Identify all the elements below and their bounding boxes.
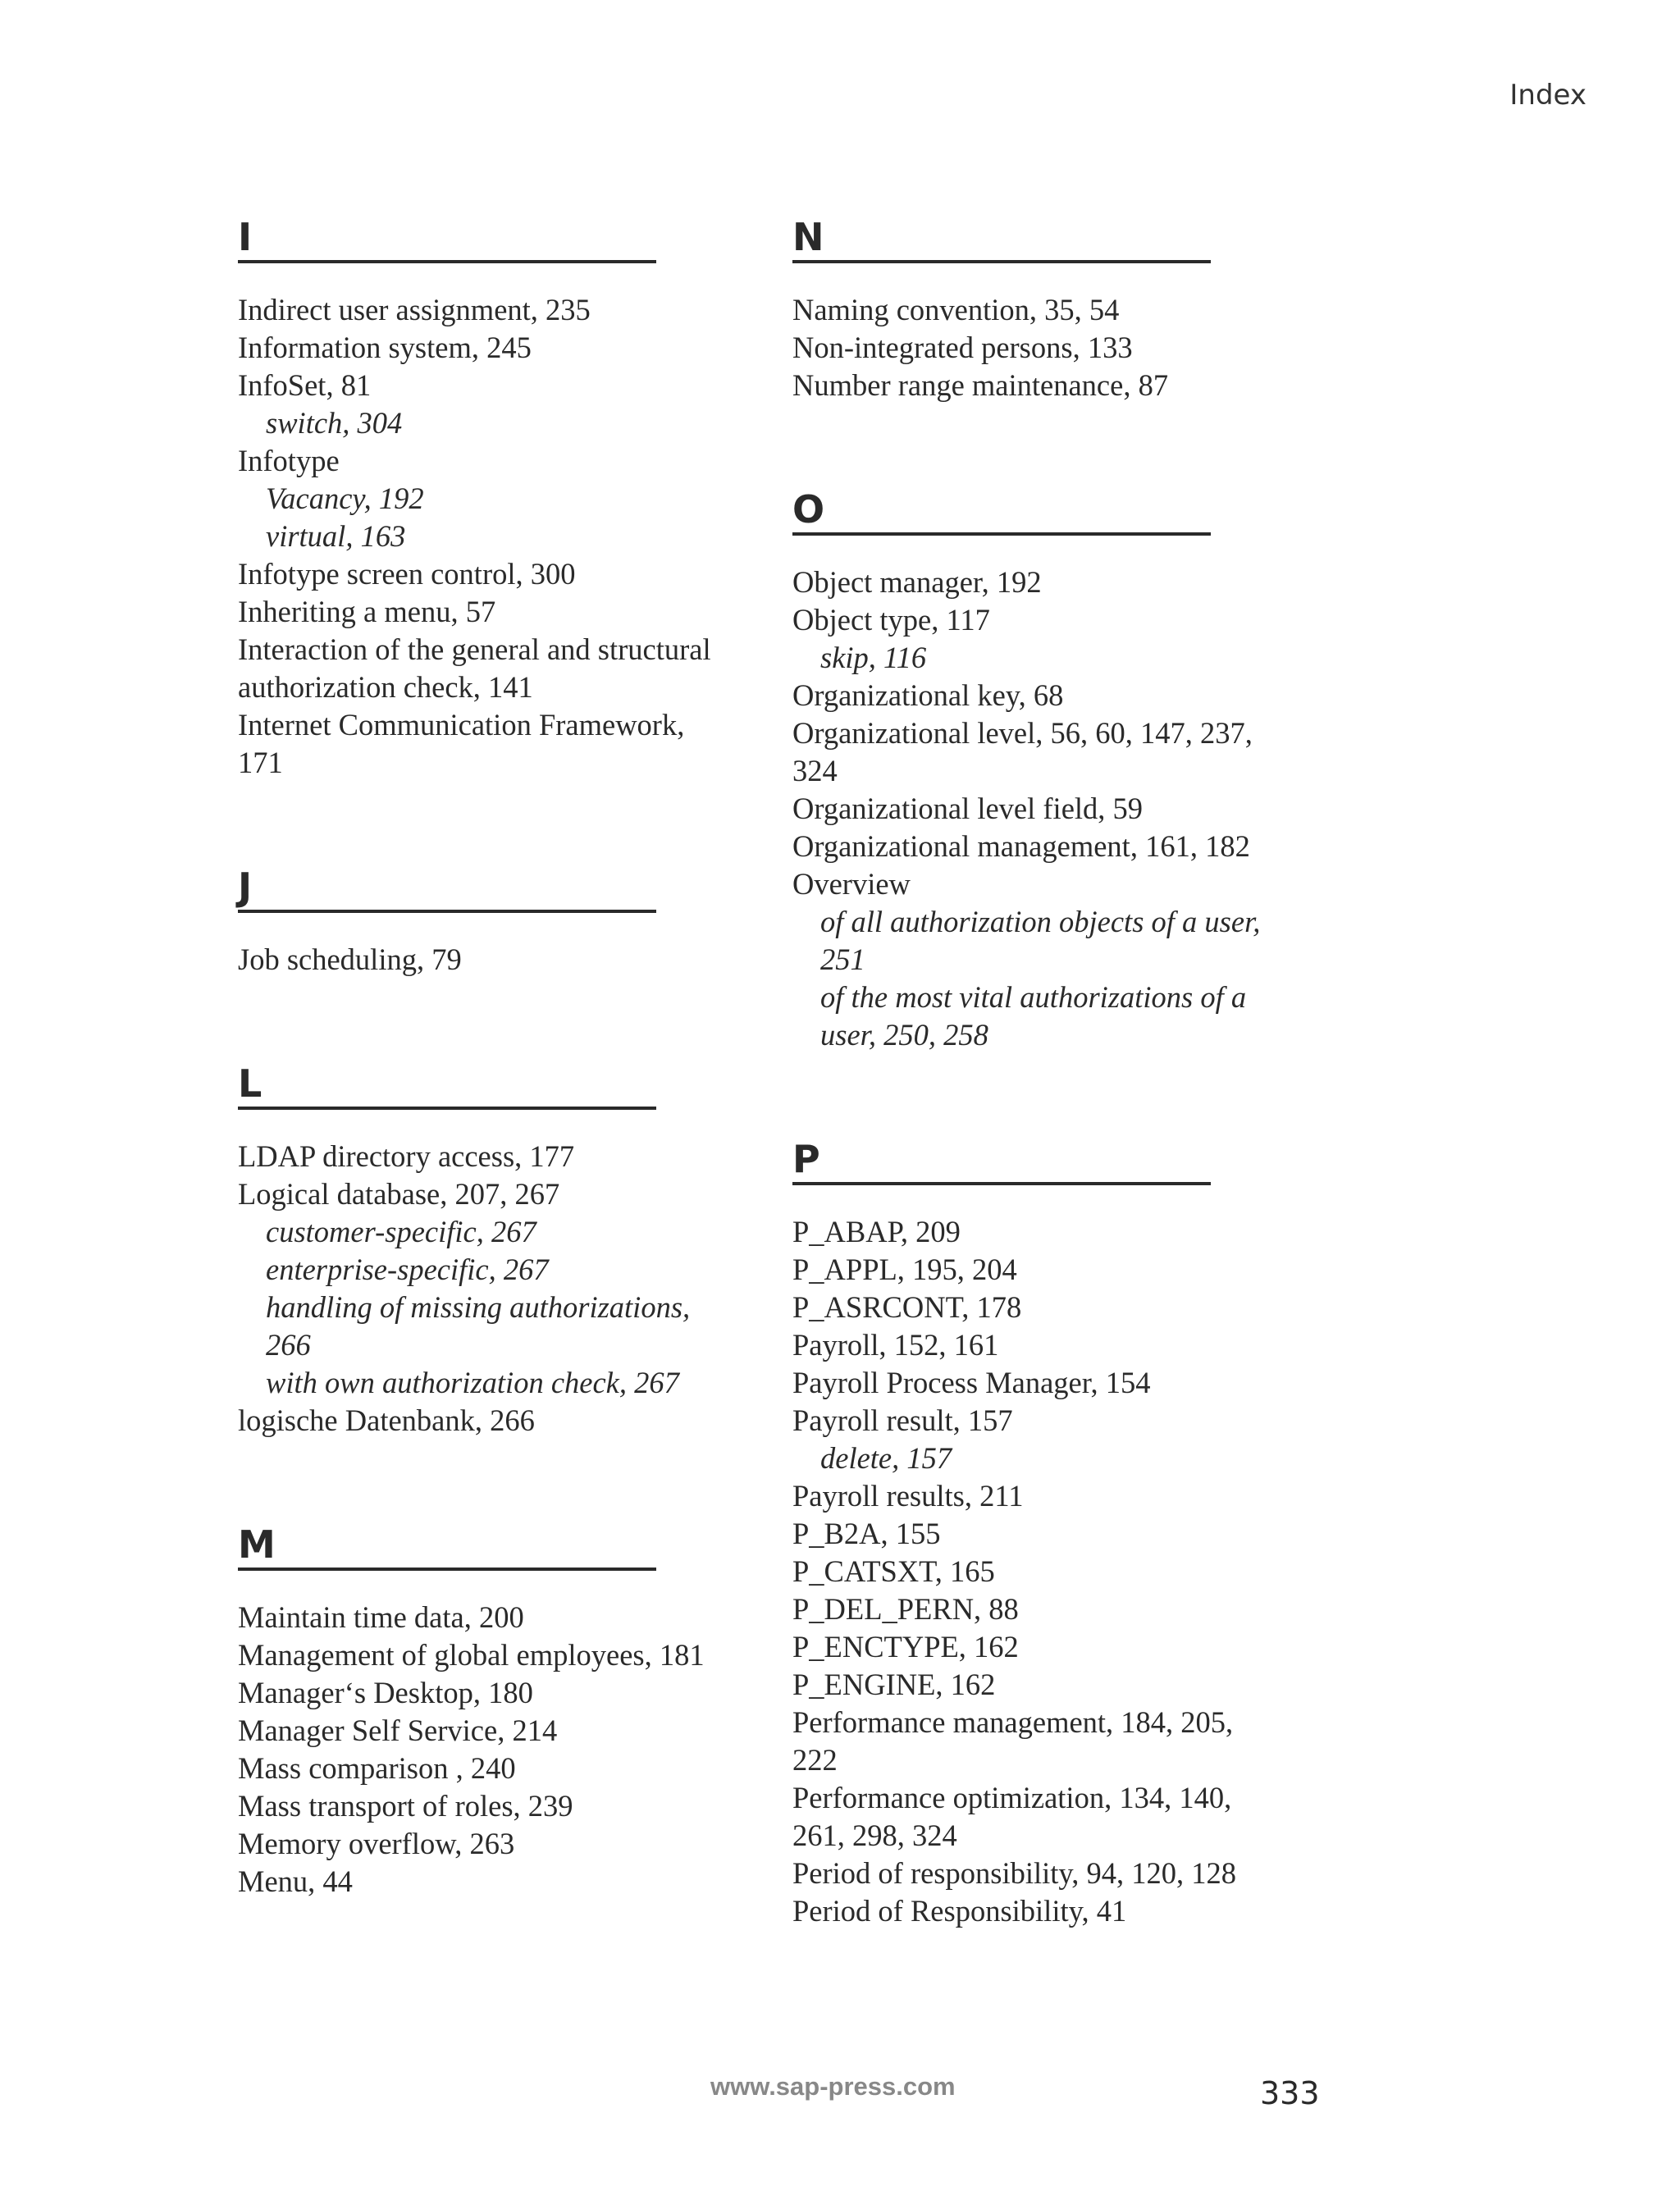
- index-entry: Performance management, 184, 205, 222: [792, 1705, 1234, 1777]
- index-subentry: switch, 304: [266, 406, 403, 440]
- index-entry: Information system, 245: [238, 331, 532, 364]
- index-entry: Management of global employees, 181: [238, 1638, 705, 1672]
- index-entry: Overview: [792, 867, 911, 901]
- index-entry: Performance optimization, 134, 140, 261, 298, 324: [792, 1781, 1232, 1852]
- index-entry: Inheriting a menu, 57: [238, 595, 496, 628]
- index-subentry: handling of missing authorizations, 266: [266, 1290, 691, 1362]
- index-entry: Internet Communication Framework, 171: [238, 708, 685, 779]
- index-subentry: delete, 157: [820, 1441, 952, 1475]
- index-section-o: [792, 487, 1317, 1054]
- index-entry: Naming convention, 35, 54: [792, 293, 1120, 326]
- index-entry: Number range maintenance, 87: [792, 368, 1169, 402]
- running-head: Index: [1509, 79, 1586, 112]
- page-number: 333: [1260, 2075, 1320, 2111]
- index-entry: Indirect user assignment, 235: [238, 293, 591, 326]
- index-entry: Non-integrated persons, 133: [792, 331, 1133, 364]
- section-letter: O: [792, 487, 1211, 536]
- index-entry: Payroll result, 157: [792, 1403, 1013, 1437]
- index-entry: Period of responsibility, 94, 120, 128: [792, 1856, 1237, 1890]
- index-entry: Manager Self Service, 214: [238, 1714, 558, 1747]
- index-entry: P_B2A, 155: [792, 1517, 941, 1550]
- section-letter: I: [238, 215, 656, 263]
- index-entry: Manager‘s Desktop, 180: [238, 1676, 533, 1709]
- index-entry: Organizational key, 68: [792, 678, 1064, 712]
- section-letter: P: [792, 1137, 1211, 1185]
- index-column-left: [238, 215, 763, 1983]
- index-entry: Maintain time data, 200: [238, 1600, 524, 1634]
- index-entry: Payroll Process Manager, 154: [792, 1366, 1151, 1399]
- index-section-m: [238, 1522, 763, 1901]
- index-subentry: enterprise-specific, 267: [266, 1253, 549, 1286]
- index-entry: Object manager, 192: [792, 565, 1042, 599]
- section-letter: J: [238, 865, 656, 913]
- index-entry: Payroll results, 211: [792, 1479, 1024, 1513]
- index-entry: Mass transport of roles, 239: [238, 1789, 573, 1823]
- index-entry: Memory overflow, 263: [238, 1827, 515, 1860]
- index-section-i: [238, 215, 763, 782]
- index-entry: P_DEL_PERN, 88: [792, 1592, 1019, 1626]
- index-entry: Organizational level field, 59: [792, 792, 1144, 825]
- index-entry: Mass comparison , 240: [238, 1751, 516, 1785]
- footer-url: www.sap-press.com: [710, 2072, 956, 2101]
- index-entry: P_ASRCONT, 178: [792, 1290, 1022, 1324]
- section-letter: L: [238, 1061, 656, 1110]
- index-subentry: with own authorization check, 267: [266, 1366, 679, 1399]
- index-entry: P_APPL, 195, 204: [792, 1253, 1017, 1286]
- index-subentry: virtual, 163: [266, 519, 406, 553]
- index-subentry: Vacancy, 192: [266, 481, 424, 515]
- index-entry: P_ENGINE, 162: [792, 1668, 996, 1701]
- index-entry: Infotype screen control, 300: [238, 557, 576, 591]
- index-entry: P_ENCTYPE, 162: [792, 1630, 1019, 1663]
- index-subentry: skip, 116: [820, 641, 927, 674]
- index-entry: LDAP directory access, 177: [238, 1139, 575, 1173]
- index-section-j: [238, 865, 763, 979]
- section-letter: N: [792, 215, 1211, 263]
- index-entry: Logical database, 207, 267: [238, 1177, 560, 1211]
- index-subentry: of all authorization objects of a user, 251: [820, 905, 1261, 976]
- index-subentry: of the most vital authorizations of a user, 250, 258: [820, 980, 1247, 1052]
- index-entry: Menu, 44: [238, 1864, 353, 1898]
- index-entry: InfoSet, 81: [238, 368, 372, 402]
- index-entry: Organizational management, 161, 182: [792, 829, 1250, 863]
- index-entry: Organizational level, 56, 60, 147, 237, 324: [792, 716, 1253, 787]
- section-letter: M: [238, 1522, 656, 1571]
- index-entry: Period of Responsibility, 41: [792, 1894, 1127, 1928]
- index-column-right: [792, 215, 1317, 2013]
- index-entry: Job scheduling, 79: [238, 942, 462, 976]
- index-entry: P_CATSXT, 165: [792, 1554, 995, 1588]
- index-entry: logische Datenbank, 266: [238, 1403, 535, 1437]
- index-entry: Infotype: [238, 444, 340, 477]
- index-section-n: [792, 215, 1317, 404]
- index-entry: Object type, 117: [792, 603, 990, 637]
- index-section-l: [238, 1061, 763, 1440]
- index-subentry: customer-specific, 267: [266, 1215, 536, 1248]
- index-section-p: [792, 1137, 1317, 1930]
- index-entry: Interaction of the general and structural authorization check, 141: [238, 632, 711, 704]
- index-entry: Payroll, 152, 161: [792, 1328, 999, 1362]
- index-entry: P_ABAP, 209: [792, 1215, 961, 1248]
